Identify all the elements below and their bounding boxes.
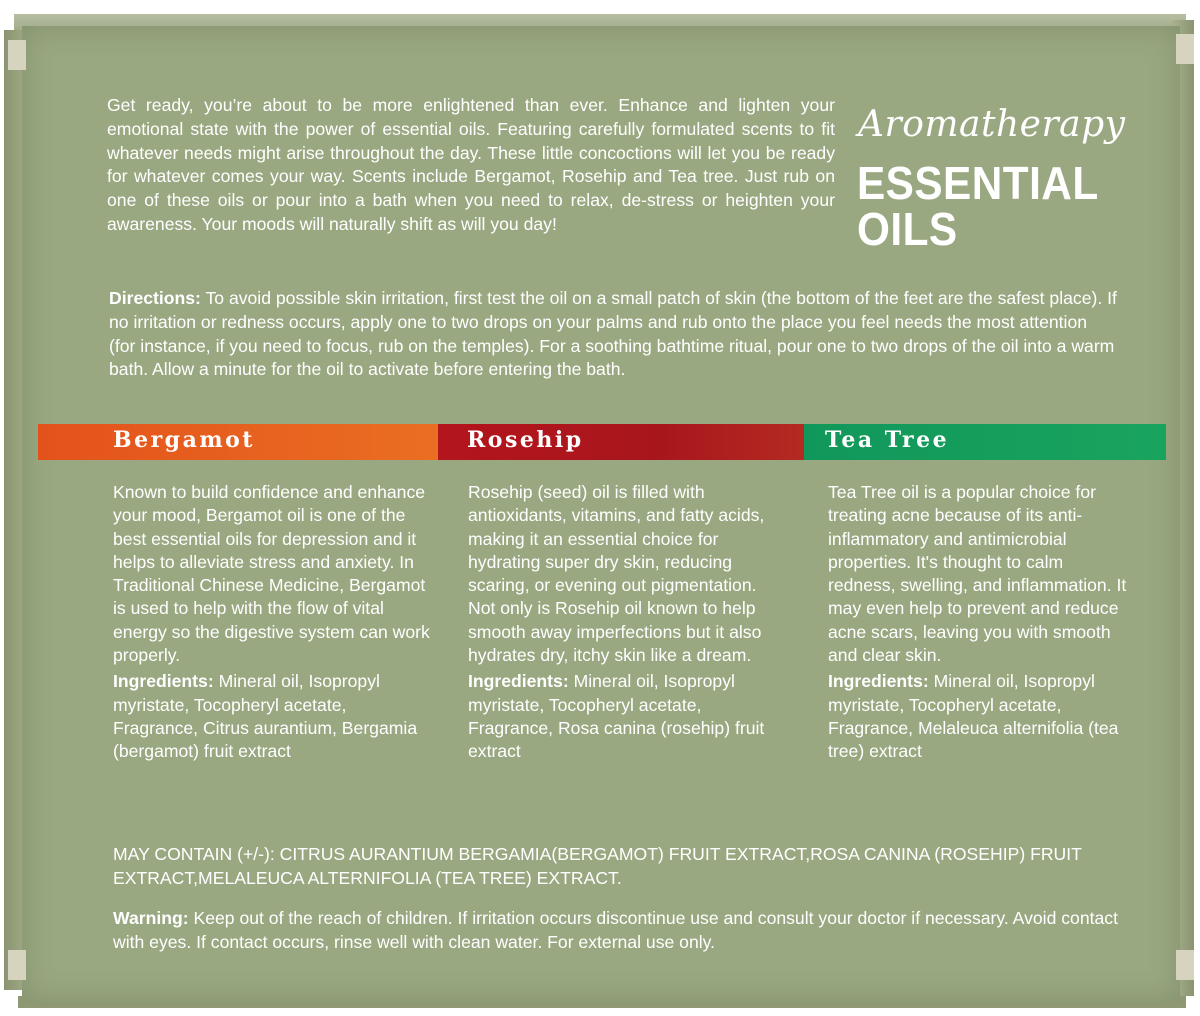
rosehip-column [468,481,778,764]
bergamot-heading: Bergamot [113,427,255,453]
brand-script-title: Aromatherapy [858,104,1126,145]
tea-tree-ingredients [828,670,1128,763]
tea-tree-column [828,481,1128,764]
ingredients-text: Mineral oil, Isopropyl myristate, Tocopheryl acetate, Fragrance, Citrus aurantium, Bergamia (bergamot) fruit extract [113,671,418,762]
corner-tab [1176,950,1194,980]
directions-paragraph [109,287,1117,382]
ingredients-label: Ingredients: [468,671,569,692]
intro-paragraph: Get ready, you’re about to be more enlightened than ever. Enhance and lighten your emotional state with the power of essential oils. Featuring carefully formulated scents to fit whatever needs might arise throughout the day. These little concoctions will let you be ready for whatever comes your way. Scents include Bergamot, Rosehip and Tea tree. Just rub on one of these oils or pour into a bath when you need to relax, de-stress or heighten your awareness. Your moods will naturally shift as will you day! [107,95,835,234]
bergamot-column [113,481,433,764]
rosehip-description: Rosehip (seed) oil is filled with antioxidants, vitamins, and fatty acids, making it an essential choice for hydrating super dry skin, reducing scaring, or evening out pigmentation. Not only is Rosehip oil known to help smooth away imperfections but it also hydrates dry, itchy skin like a dream. [468,482,765,666]
rosehip-ingredients [468,670,778,763]
warning-text: Keep out of the reach of children. If irritation occurs discontinue use and consult your doctor if necessary. Avoid contact with eyes. If contact occurs, rinse well with clean water. For external use only. [113,908,1118,952]
warning-label: Warning: [113,908,189,928]
warning-paragraph [113,907,1123,955]
ingredients-label: Ingredients: [828,671,929,692]
bergamot-ingredients [113,670,433,763]
ingredients-label: Ingredients: [113,671,214,692]
rosehip-heading: Rosehip [467,427,584,453]
tea-tree-description: Tea Tree oil is a popular choice for treating acne because of its anti-inflammatory and antimicrobial properties. It's thought to calm redness, swelling, and inflammation. It may even help to prevent and reduce acne scars, leaving you with smooth and clear skin. [828,482,1127,666]
bergamot-description: Known to build confidence and enhance your mood, Bergamot oil is one of the best essential oils for depression and it helps to alleviate stress and anxiety. In Traditional Chinese Medicine, Bergamot is used to help with the flow of vital energy so the digestive system can work properly. [113,482,430,666]
brand-title-line1: ESSENTIAL [857,157,1099,209]
may-contain-statement: MAY CONTAIN (+/-): CITRUS AURANTIUM BERGAMIA(BERGAMOT) FRUIT EXTRACT,ROSA CANINA (ROSEHIP) FRUIT EXTRACT,MELALEUCA ALTERNIFOLIA (TEA TREE) EXTRACT. [113,844,1082,888]
ingredients-text: Mineral oil, Isopropyl myristate, Tocopheryl acetate, Fragrance, Melaleuca alternifolia (tea tree) extract [828,671,1119,762]
tea-tree-heading: Tea Tree [825,427,950,453]
ingredients-text: Mineral oil, Isopropyl myristate, Tocopheryl acetate, Fragrance, Rosa canina (rosehip) fruit extract [468,671,765,762]
corner-tab [1176,34,1194,64]
corner-tab [8,950,26,980]
brand-title [857,157,1099,255]
directions-label: Directions: [109,288,201,308]
brand-title-line2: OILS [857,203,958,255]
directions-text: To avoid possible skin irritation, first test the oil on a small patch of skin (the bottom of the feet are the safest place). If no irritation or redness occurs, apply one to two drops on your palms and rub onto the place you feel needs the most attention (for instance, if you need to focus, rub on the temples). For a soothing bathtime ritual, pour one to two drops of the oil into a warm bath. Allow a minute for the oil to activate before entering the bath. [109,288,1117,380]
corner-tab [8,40,26,70]
